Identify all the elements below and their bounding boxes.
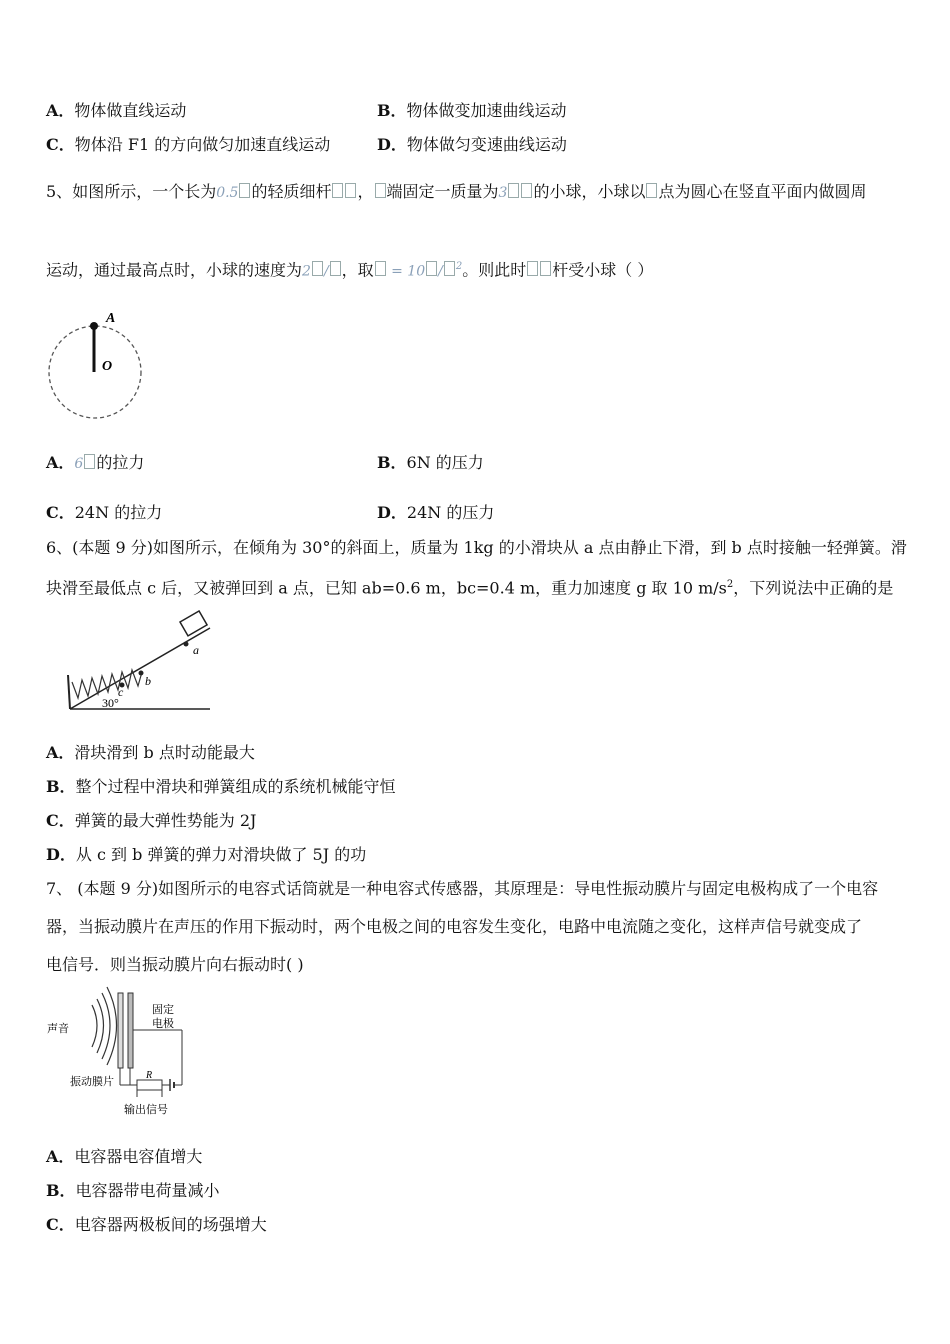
- q7-microphone-figure: [42, 985, 202, 1125]
- output-signal-label: 输出信号: [124, 1103, 168, 1116]
- point-o-label: O: [102, 359, 113, 374]
- q5-option-b[interactable]: B．6N 的压力: [377, 453, 484, 472]
- q7-option-a[interactable]: A．电容器电容值增大: [46, 1147, 203, 1166]
- q5-option-c[interactable]: C．24N 的拉力: [46, 503, 163, 522]
- q5-circle-figure: [40, 300, 160, 430]
- ball-dot: [90, 322, 98, 330]
- q6-option-c[interactable]: C．弹簧的最大弹性势能为 2J: [46, 811, 257, 830]
- q6-stem-line-2: 块滑至最低点 c 后，又被弹回到 a 点，已知 ab=0.6 m，bc=0.4 m，重力加速度 g 取 10 $m/s^2$，下列说法中正确的是: [46, 578, 894, 598]
- fixed-electrode-label-1: 固定: [152, 1003, 174, 1016]
- q4-option-c[interactable]: C．物体沿 F1 的方向做匀加速直线运动: [46, 135, 331, 154]
- resistor-label: R: [146, 1070, 153, 1081]
- membrane-rect: [118, 993, 123, 1068]
- angle-label: 30°: [102, 696, 119, 710]
- q6-stem-line-1: 6、(本题 9 分)如图所示，在倾角为 30°的斜面上，质量为 1kg 的小滑块从 a 点由静止下滑，到 b 点时接触一轻弹簧。滑: [46, 538, 907, 557]
- q4-option-d[interactable]: D．物体做匀变速曲线运动: [377, 135, 567, 154]
- sound-label: 声音: [47, 1022, 69, 1035]
- spring-path: [72, 670, 142, 698]
- q5-stem-line-1: 5、如图所示，一个长为0.5 的轻质细杆 ， 端固定一质量为3 的小球，小球以 点为圆心在竖直平面内做圆周: [46, 182, 867, 201]
- q4-option-b[interactable]: B．物体做变加速曲线运动: [377, 101, 567, 120]
- q7-option-c[interactable]: C．电容器两极板间的场强增大: [46, 1215, 267, 1234]
- fixed-electrode-rect: [128, 993, 133, 1068]
- q7-stem-line-2: 器，当振动膜片在声压的作用下振动时，两个电极之间的电容发生变化，电路中电流随之变化，这样声信号就变成了: [46, 917, 863, 936]
- point-a-label: A: [106, 311, 116, 326]
- q4-option-a[interactable]: A．物体做直线运动: [46, 101, 187, 120]
- label-b: b: [145, 674, 151, 688]
- label-a: a: [193, 643, 199, 657]
- q7-stem-line-1: 7、 (本题 9 分)如图所示的电容式话筒就是一种电容式传感器，其原理是：导电性振动膜片与固定电极构成了一个电容: [46, 879, 879, 898]
- incline-line: [70, 628, 210, 709]
- q5-stem-line-2: 运动，通过最高点时，小球的速度为2 / ，取 = 10 / $^2$。则此时 杆受小球（ ）: [46, 260, 654, 280]
- wall-line: [68, 675, 70, 709]
- q7-option-b[interactable]: B．电容器带电荷量减小: [46, 1181, 220, 1200]
- q5-option-a[interactable]: A．6 的拉力: [46, 453, 145, 472]
- q6-option-d[interactable]: D．从 c 到 b 弹簧的弹力对滑块做了 5J 的功: [46, 845, 367, 864]
- point-b-dot: [139, 671, 144, 676]
- label-c: c: [118, 685, 124, 699]
- resistor-rect: [137, 1080, 162, 1090]
- q6-option-a[interactable]: A．滑块滑到 b 点时动能最大: [46, 743, 255, 762]
- q5-option-d[interactable]: D．24N 的压力: [377, 503, 495, 522]
- q6-option-b[interactable]: B．整个过程中滑块和弹簧组成的系统机械能守恒: [46, 777, 396, 796]
- membrane-label: 振动膜片: [70, 1075, 114, 1088]
- fixed-electrode-label-2: 电极: [152, 1017, 174, 1030]
- q6-incline-figure: [50, 610, 225, 722]
- point-a-dot: [184, 642, 189, 647]
- q7-stem-line-3: 电信号．则当振动膜片向右振动时( ): [46, 955, 304, 974]
